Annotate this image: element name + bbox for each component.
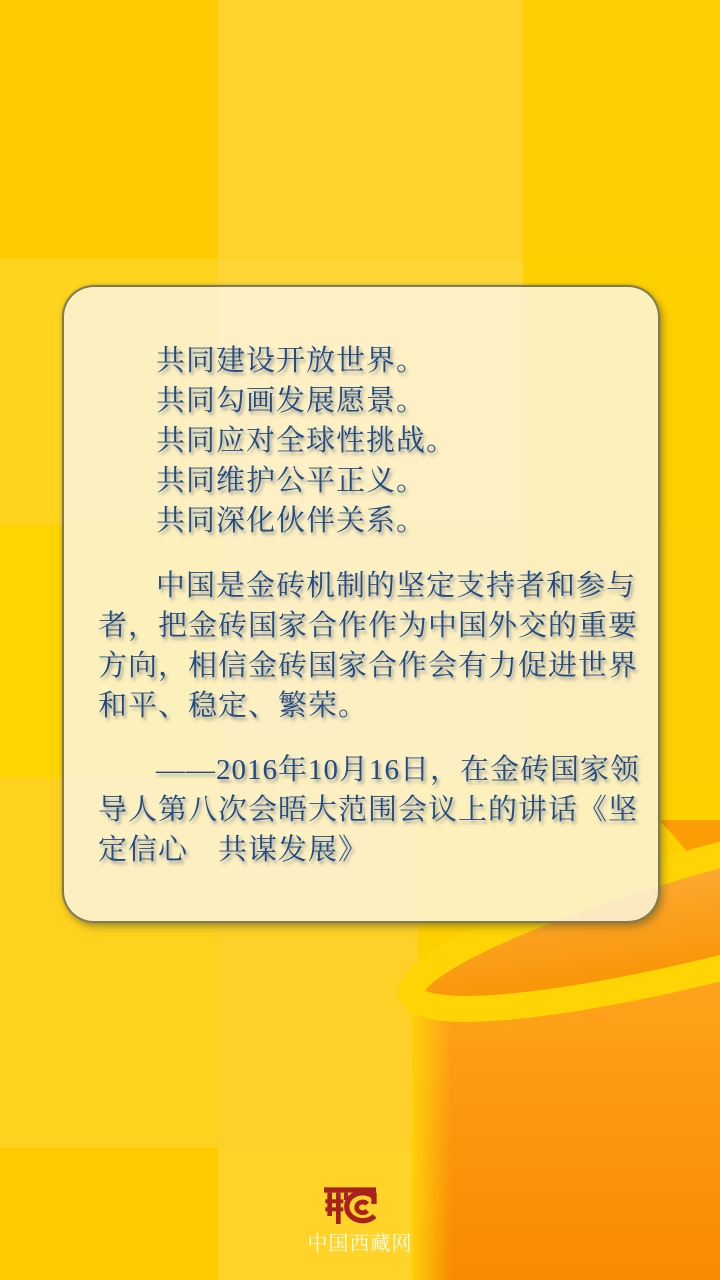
- source-citation: [98, 750, 641, 870]
- slogan-lines: [98, 341, 625, 541]
- text-line: 共同勾画发展愿景。: [156, 385, 427, 417]
- text-line: 者，把金砖国家合作作为中国外交的重要: [98, 610, 639, 642]
- text-line: 导人第八次会晤大范围会议上的讲话《坚: [98, 794, 639, 826]
- china-tibet-logo-icon: [322, 1180, 378, 1232]
- text-line: 定信心 共谋发展》: [98, 834, 369, 866]
- text-line: 中国是金砖机制的坚定支持者和参与: [156, 570, 637, 602]
- text-line: 共同应对全球性挑战。: [156, 425, 457, 457]
- bg-tile: [0, 1148, 218, 1280]
- text-line: 共同维护公平正义。: [156, 465, 427, 497]
- text-line: 共同深化伙伴关系。: [156, 505, 427, 537]
- site-name: 中国西藏网: [307, 1233, 413, 1255]
- bg-tile: [0, 0, 218, 259]
- text-line: ——2016年10月16日，在金砖国家领: [156, 754, 641, 786]
- bg-tile: [218, 0, 523, 259]
- bg-tile: [218, 1148, 418, 1280]
- body-paragraph: [98, 566, 639, 726]
- quote-card: [62, 285, 660, 923]
- text-line: 和平、稳定、繁荣。: [98, 690, 369, 722]
- bg-tile: [523, 0, 720, 259]
- text-line: 共同建设开放世界。: [156, 345, 427, 377]
- text-line: 方向，相信金砖国家合作会有力促进世界: [98, 650, 639, 682]
